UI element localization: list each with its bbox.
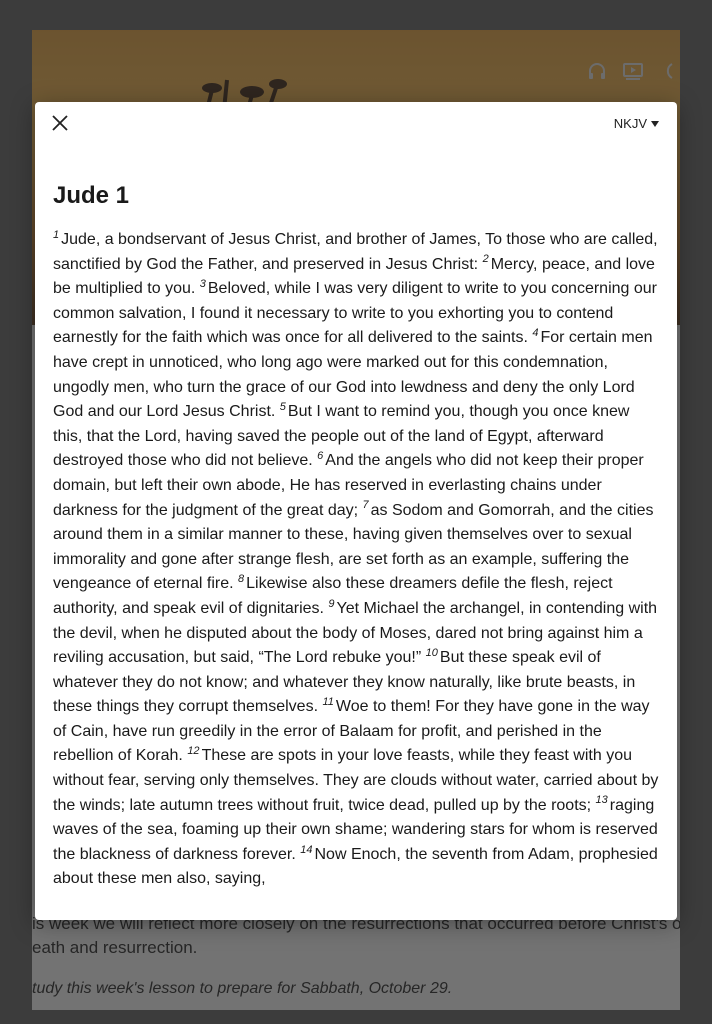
verse-number: 6 — [317, 450, 324, 463]
verse-text: Jude, a bondservant of Jesus Christ, and brother of James, To those who are called, sanctified by God the Father, and preserved in Jesus Christ: — [53, 231, 658, 273]
verse-text: Mercy, peace, and love be multiplied to you. — [53, 255, 655, 298]
caret-down-icon — [651, 121, 659, 127]
version-dropdown[interactable] — [614, 116, 659, 131]
version-label: NKJV — [613, 116, 647, 131]
verse-number: 4 — [532, 327, 539, 340]
verse-number: 11 — [322, 695, 334, 708]
verse-number: 7 — [362, 499, 369, 512]
verse-number: 2 — [482, 253, 489, 266]
chapter-title: Jude 1 — [53, 182, 130, 209]
verse-text: as Sodom and Gomorrah, and the cities around them in a similar manner to these, having given themselves over to sexual immorality and gone after strange flesh, are set forth as an example, suffering the vengeance of eternal fire. — [53, 501, 654, 593]
verse-text: Now Enoch, the seventh from Adam, prophesied about these men also, saying, — [53, 845, 658, 888]
modal-header — [35, 102, 677, 146]
verse-number: 5 — [279, 400, 286, 413]
verse-number: 12 — [187, 745, 200, 758]
verse-text: These are spots in your love feasts, while they feast with you without fear, serving only themselves. They are clouds without water, carried about by the winds; late autumn trees without fruit, twice dead, pulled up by the roots; — [53, 747, 659, 814]
verse-number: 14 — [300, 843, 313, 856]
verse-text: But I want to remind you, though you once knew this, that the Lord, having saved the people out of the land of Egypt, afterward destroyed those who did not believe. — [53, 403, 630, 470]
verse-number: 10 — [425, 646, 438, 659]
verse-number: 1 — [53, 228, 60, 241]
close-icon — [51, 114, 69, 132]
verse-number: 8 — [238, 572, 245, 585]
verse-text: For certain men have crept in unnoticed, who long ago were marked out for this condemnation, ungodly men, who turn the grace of our God into lewdness and deny the only Lord God and our Lord Jesus Christ. — [53, 329, 653, 421]
verse-number: 9 — [328, 597, 335, 610]
verse-text: But these speak evil of whatever they do not know; and whatever they know naturally, like brute beasts, in these things they corrupt themselves. — [53, 649, 636, 716]
verse-text: Woe to them! For they have gone in the way of Cain, have run greedily in the error of Balaam for profit, and perished in the rebellion of Korah. — [53, 698, 650, 765]
verse-text: Beloved, while I was very diligent to write to you concerning our common salvation, I found it necessary to write to you exhorting you to contend earnestly for the faith which was once for all delivered to the saints. — [53, 280, 657, 347]
close-button[interactable] — [51, 114, 71, 134]
scripture-modal — [35, 102, 677, 920]
verse-number: 13 — [595, 794, 608, 807]
verse-text: Yet Michael the archangel, in contending with the devil, when he disputed about the body of Moses, dared not bring against him a reviling accusation, but said, “The Lord rebuke you!” — [53, 599, 658, 667]
verse-number: 3 — [199, 277, 206, 290]
passage-text — [53, 228, 661, 892]
verse-text: Likewise also these dreamers defile the flesh, reject authority, and speak evil of dignitaries. — [53, 575, 613, 617]
verse-text: raging waves of the sea, foaming up their own shame; wandering stars for whom is reserved the blackness of darkness forever. — [53, 796, 658, 863]
verse-text: And the angels who did not keep their proper domain, but left their own abode, He has reserved in everlasting chains under darkness for the judgment of the great day; — [53, 452, 644, 519]
